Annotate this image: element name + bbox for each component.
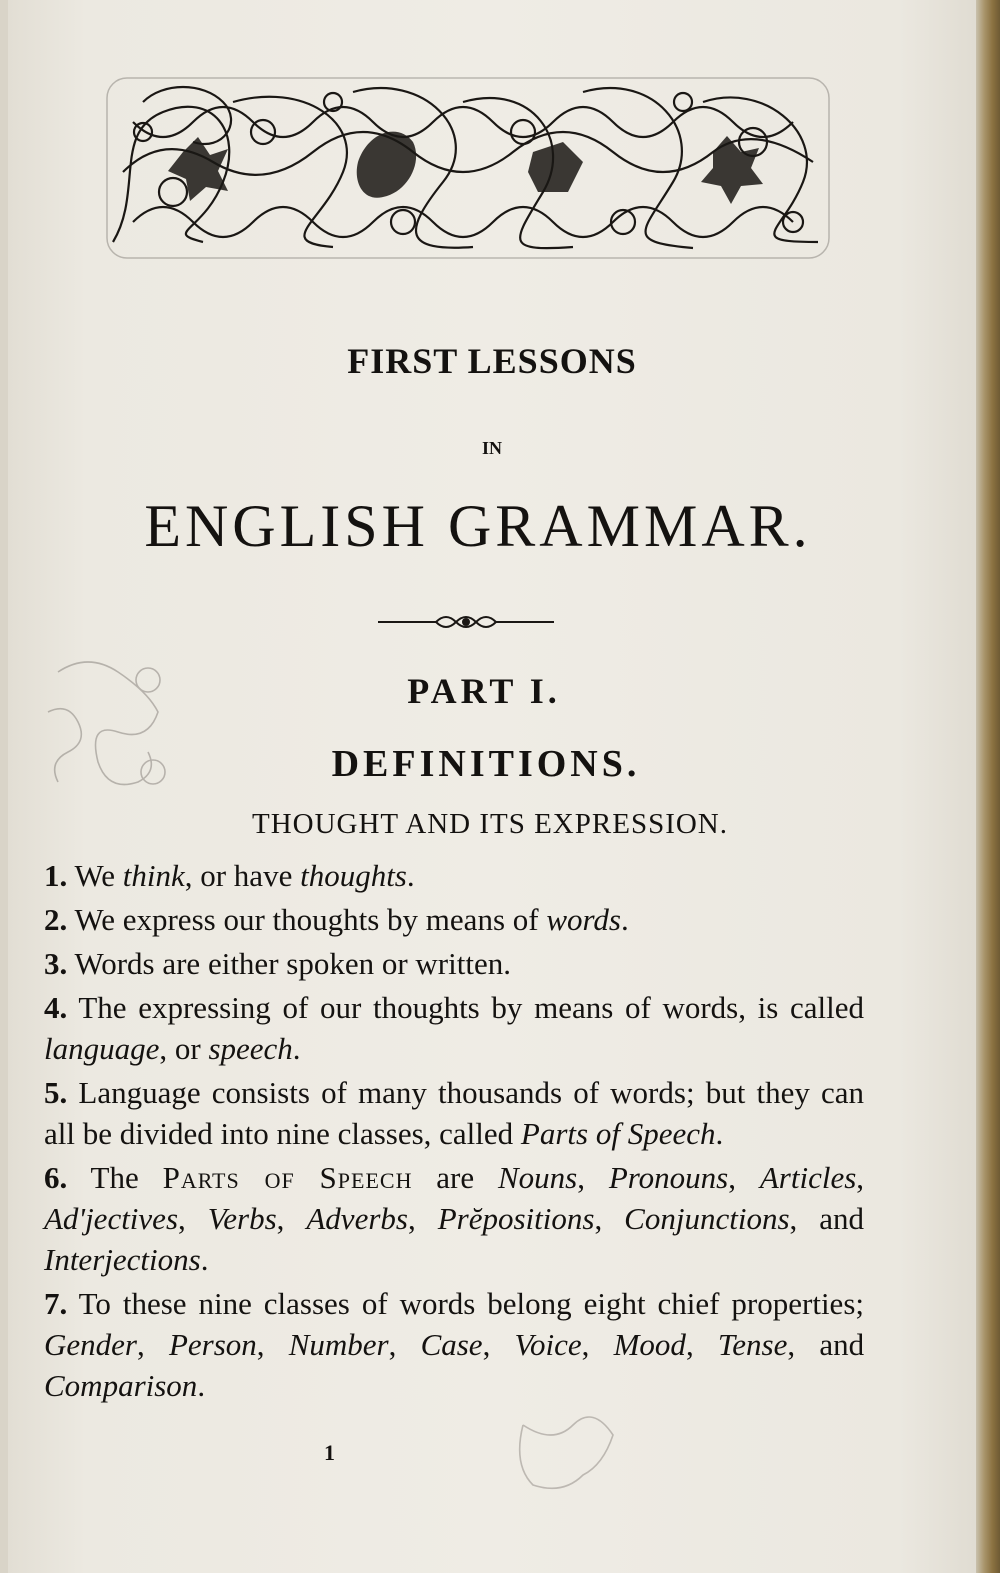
text-run: , (856, 1160, 865, 1195)
italic-term: Tense (717, 1327, 788, 1362)
text-run: , (482, 1327, 515, 1362)
paragraph-number: 3. (44, 946, 68, 981)
title-in: IN (481, 438, 502, 458)
part-heading: PART I. (407, 671, 561, 711)
italic-term: language (44, 1031, 160, 1066)
paragraph-number: 6. (44, 1160, 68, 1195)
italic-term: Interjections (44, 1242, 201, 1277)
italic-term: Number (288, 1327, 389, 1362)
text-run: . (620, 902, 629, 937)
title-first-lessons: FIRST LESSONS (347, 341, 637, 381)
paragraph (44, 1157, 864, 1280)
paragraph-number: 7. (44, 1286, 68, 1321)
text-run: , or (159, 1031, 209, 1066)
text-run: are (412, 1160, 498, 1195)
italic-term: Comparison (44, 1368, 198, 1403)
text-run: The expressing of our thoughts by means of words, is called (67, 990, 864, 1025)
text-run: , (577, 1160, 609, 1195)
faded-stamp-mark (38, 652, 168, 802)
paragraph-number: 4. (44, 990, 68, 1025)
italic-term: Prĕpositions (437, 1201, 595, 1236)
text-run: Words are either spoken or written. (67, 946, 511, 981)
paragraph-number: 2. (44, 902, 68, 937)
text-run: . (406, 858, 415, 893)
divider-ornament (376, 607, 556, 637)
text-run: , (178, 1201, 208, 1236)
text-run: We express our thoughts by means of (67, 902, 547, 937)
paragraph (44, 943, 864, 984)
italic-term: thoughts (300, 858, 407, 893)
italic-term: speech (208, 1031, 293, 1066)
italic-term: Adverbs (306, 1201, 408, 1236)
text-run: , or have (184, 858, 301, 893)
text-run: . (197, 1368, 206, 1403)
ornamental-headpiece (103, 72, 833, 264)
section-heading: THOUGHT AND ITS EXPRESSION. (252, 808, 728, 840)
text-run: , (256, 1327, 289, 1362)
italic-term: Case (420, 1327, 483, 1362)
text-run: The (67, 1160, 163, 1195)
text-run: , (581, 1327, 614, 1362)
paragraph (44, 1283, 864, 1406)
text-run: , (407, 1201, 438, 1236)
italic-term: Pronouns (608, 1160, 729, 1195)
text-run: , (276, 1201, 307, 1236)
page-number: 1 (324, 1440, 335, 1465)
italic-term: Mood (613, 1327, 686, 1362)
paragraph (44, 1072, 864, 1154)
small-caps-term: Parts of Speech (162, 1160, 413, 1195)
italic-term: Ad'jectives (44, 1201, 179, 1236)
text-run: , (594, 1201, 625, 1236)
text-run: . (200, 1242, 209, 1277)
text-run: Language consists of many thousands of words; but they can all be divided into nine classes, called (44, 1075, 864, 1151)
book-spine-edge (976, 0, 1000, 1573)
text-run: . (715, 1116, 724, 1151)
paragraph-number: 1. (44, 858, 68, 893)
italic-term: Conjunctions (624, 1201, 790, 1236)
italic-term: Gender (44, 1327, 137, 1362)
text-run: , (136, 1327, 169, 1362)
body-text (44, 855, 864, 1409)
italic-term: Person (168, 1327, 257, 1362)
paragraph-number: 5. (44, 1075, 68, 1110)
text-run: , and (789, 1201, 865, 1236)
text-run: , (388, 1327, 421, 1362)
title-english-grammar: ENGLISH GRAMMAR. (144, 493, 812, 559)
text-run: . (292, 1031, 301, 1066)
italic-term: Verbs (207, 1201, 277, 1236)
paragraph (44, 899, 864, 940)
text-run: , (728, 1160, 760, 1195)
italic-term: Parts of Speech (520, 1116, 716, 1151)
text-run: , and (787, 1327, 865, 1362)
italic-term: Articles (759, 1160, 857, 1195)
faded-bottom-mark (513, 1415, 623, 1495)
book-page (8, 0, 976, 1573)
text-run: , (685, 1327, 718, 1362)
italic-term: words (546, 902, 621, 937)
paragraph (44, 987, 864, 1069)
italic-term: Voice (514, 1327, 582, 1362)
italic-term: Nouns (497, 1160, 578, 1195)
paragraph (44, 855, 864, 896)
definitions-heading: DEFINITIONS. (331, 743, 641, 785)
italic-term: think (122, 858, 185, 893)
text-run: To these nine classes of words belong eight chief properties; (67, 1286, 864, 1321)
text-run: We (67, 858, 123, 893)
